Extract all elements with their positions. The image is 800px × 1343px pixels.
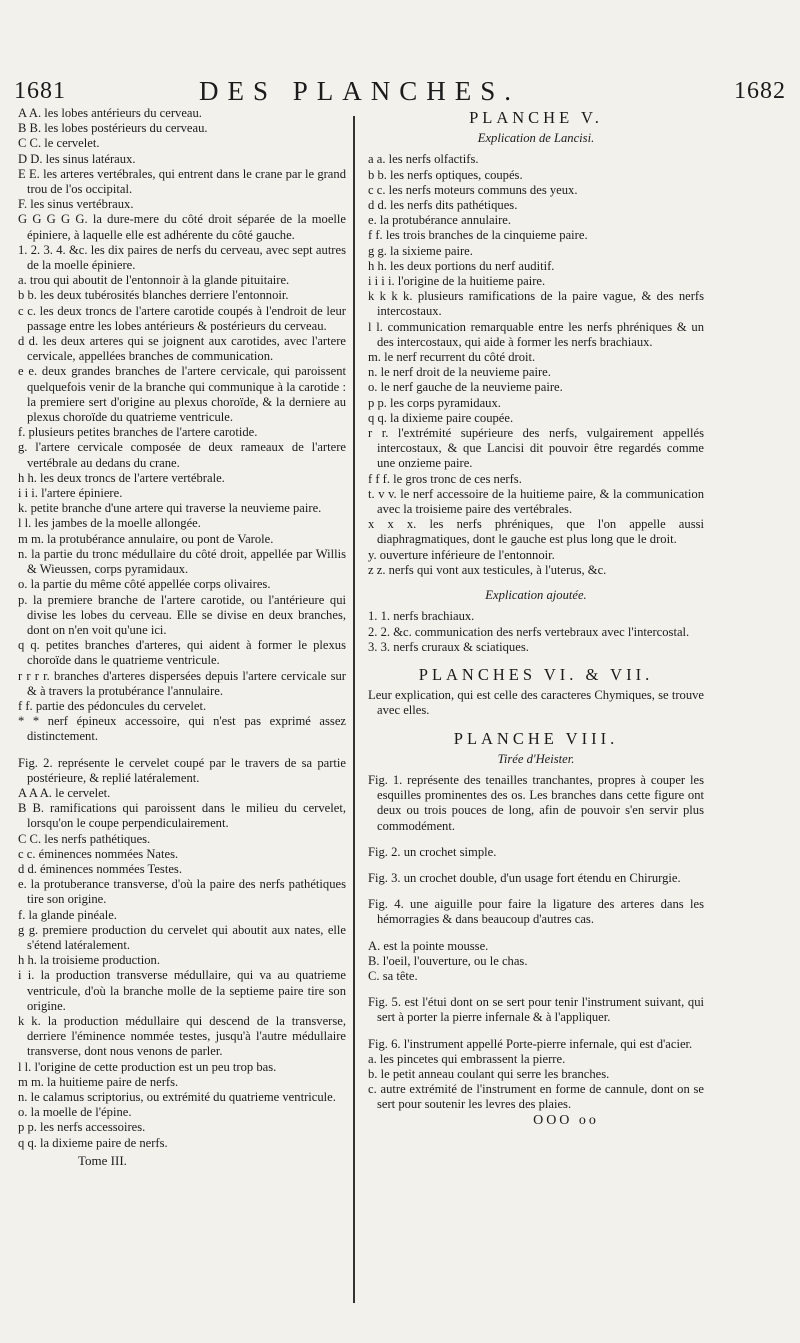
plate8-subtitle: Tirée d'Heister. — [497, 751, 575, 766]
legend-entry: * * nerf épineux accessoire, qui n'est pas exprimé assez distinctement. — [18, 714, 346, 744]
legend-entry: h h. la troisieme production. — [18, 953, 160, 968]
legend-entry: a a. les nerfs olfactifs. — [368, 152, 479, 167]
legend-entry: m m. la protubérance annulaire, ou pont de Varole. — [18, 531, 274, 546]
legend-entry: B B. ramifications qui paroissent dans le milieu du cervelet, lorsqu'on le coupe perpendiculairement. — [18, 801, 346, 831]
plate8-title: PLANCHE VIII. — [453, 728, 619, 748]
legend-entry: c c. les nerfs moteurs communs des yeux. — [368, 182, 578, 197]
legend-entry: m. le nerf recurrent du côté droit. — [368, 350, 536, 365]
legend-entry: Fig. 2. un crochet simple. — [368, 844, 497, 859]
legend-entry: a. trou qui aboutit de l'entonnoir à la glande pituitaire. — [18, 273, 290, 288]
legend-entry: r r. l'extrémité supérieure des nerfs, vulgairement appellés intercostaux, & que Lancisi dit pouvoir être regardés comme une onzieme paire. — [368, 426, 704, 471]
legend-entry: g. l'artere cervicale composée de deux rameaux de l'artere vertébrale au dedans du crane. — [18, 440, 346, 470]
legend-entry: c c. les deux troncs de l'artere carotide coupés à l'endroit de leur passage entre les lobes antérieurs & postérieurs du cerveau. — [18, 303, 346, 333]
legend-entry: f. la glande pinéale. — [18, 907, 117, 922]
legend-entry: n. le calamus scriptorius, ou extrémité du quatrieme ventricule. — [18, 1090, 336, 1104]
plate4-legend — [18, 106, 346, 745]
legend-entry: 1. 1. nerfs brachiaux. — [368, 609, 475, 624]
legend-entry: y. ouverture inférieure de l'entonnoir. — [368, 547, 555, 562]
fig4-legend — [368, 939, 704, 985]
legend-entry: 1. 2. 3. 4. &c. les dix paires de nerfs du cerveau, avec sept autres de la moelle épiniere. — [18, 242, 346, 273]
legend-entry: q q. petites branches d'arteres, qui aident à former le plexus choroïde dans le quatrieme ventricule. — [18, 638, 346, 668]
legend-entry: b b. les deux tubérosités blanches derriere l'entonnoir. — [18, 288, 289, 303]
legend-entry: f f. partie des pédoncules du cervelet. — [18, 698, 207, 713]
legend-entry: o. la moelle de l'épine. — [18, 1105, 132, 1120]
fig6-text: Fig. 6. l'instrument appellé Porte-pierre infernale, qui est d'acier. — [368, 1036, 693, 1051]
legend-entry: e. la protuberance transverse, d'où la paire des nerfs pathétiques tire son origine. — [18, 877, 346, 907]
legend-entry: t. v v. le nerf accessoire de la huitieme paire, & la communication avec la troisieme paire des vertébrales. — [368, 486, 704, 517]
signature-mark: OOO oo — [533, 1112, 599, 1128]
legend-entry: C C. les nerfs pathétiques. — [18, 831, 151, 846]
legend-entry: f f. les trois branches de la cinquieme paire. — [368, 228, 588, 243]
legend-entry: Fig. 4. une aiguille pour faire la ligature des arteres dans les hémorragies & dans beaucoup d'autres cas. — [368, 897, 704, 927]
legend-entry: x x x. les nerfs phréniques, que l'on appelle aussi diaphragmatiques, dont le gauche est plus long que le droit. — [368, 517, 704, 547]
fig2-legend — [18, 756, 346, 1151]
legend-entry: b b. les nerfs optiques, coupés. — [368, 167, 523, 182]
legend-entry: o. le nerf gauche de la neuvieme paire. — [368, 380, 563, 395]
legend-entry: g g. la sixieme paire. — [368, 243, 473, 258]
legend-entry: F. les sinus vertébraux. — [18, 197, 134, 212]
legend-entry: k k k k. plusieurs ramifications de la paire vague, & des nerfs intercostaux. — [368, 289, 704, 319]
legend-entry: C C. le cervelet. — [18, 136, 100, 151]
legend-entry: e. la protubérance annulaire. — [368, 213, 512, 228]
legend-entry: h h. les deux troncs de l'artere vertébrale. — [18, 470, 225, 485]
legend-entry: c c. éminences nommées Nates. — [18, 846, 179, 861]
plate8-legend — [368, 773, 704, 928]
legend-entry: i i i i. l'origine de la huitieme paire. — [368, 274, 546, 289]
legend-entry: C. sa tête. — [368, 968, 418, 983]
legend-entry: p. la premiere branche de l'artere carotide, ou l'antérieure qui divise les lobes du cerveau. Elle se divise en deux branches, dont on n'en voit qu'une ici. — [18, 592, 346, 637]
left-column — [18, 106, 346, 1168]
running-title: DES PLANCHES. — [199, 76, 521, 106]
legend-entry: e e. deux grandes branches de l'artere cervicale, qui paroissent quelquefois venir de la branche qui communique à la carotide : la premiere sert d'origine au plexus choroïde, & la derniere au plexus choroïde du quatrieme ventricule. — [18, 364, 346, 425]
legend-entry: D D. les sinus latéraux. — [18, 151, 136, 166]
right-column — [368, 106, 704, 1128]
legend-entry: z z. nerfs qui vont aux testicules, à l'uterus, &c. — [368, 562, 607, 577]
legend-entry: 2. 2. &c. communication des nerfs vertebraux avec l'intercostal. — [368, 624, 690, 639]
legend-entry: k. petite branche d'une artere qui traverse la neuvieme paire. — [18, 501, 322, 516]
legend-entry: A A. les lobes antérieurs du cerveau. — [18, 106, 202, 120]
legend-entry: Fig. 3. un crochet double, d'un usage fort étendu en Chirurgie. — [368, 870, 681, 885]
legend-entry: o. la partie du même côté appellée corps olivaires. — [18, 577, 271, 592]
plate5-subtitle: Explication de Lancisi. — [477, 131, 595, 146]
legend-entry: Fig. 1. représente des tenailles tranchantes, propres à couper les esquilles prominentes des os. Les branches dans cette figure ont deux ou trois pouces de long, afin de pouvoir s'en servir plus commodément. — [368, 772, 704, 833]
legend-entry: b. le petit anneau coulant qui serre les branches. — [368, 1066, 610, 1081]
legend-entry: l l. communication remarquable entre les nerfs phréniques & un des intercostaux, qui aide à former les nerfs brachiaux. — [368, 319, 704, 349]
legend-entry: k k. la production médullaire qui descend de la transverse, derriere l'éminence nommée testes, jusqu'à l'autre médullaire transverse, dont nous venons de parler. — [18, 1013, 346, 1059]
legend-entry: c. autre extrémité de l'instrument en forme de cannule, dont on se sert pour soutenir les levres des plaies. — [368, 1082, 704, 1112]
legend-entry: B. l'oeil, l'ouverture, ou le chas. — [368, 953, 528, 968]
legend-entry: G G G G G. la dure-mere du côté droit séparée de la moelle épiniere, à laquelle elle est adhérente du côté gauche. — [18, 212, 346, 242]
legend-entry: p p. les nerfs accessoires. — [18, 1120, 146, 1135]
fig6-legend — [368, 1052, 704, 1113]
legend-entry: n. la partie du tronc médullaire du côté droit, appellée par Willis & Wieussen, corps pyramidaux. — [18, 546, 346, 577]
legend-entry: h h. les deux portions du nerf auditif. — [368, 258, 555, 273]
legend-entry: l l. l'origine de cette production est un peu trop bas. — [18, 1059, 277, 1074]
legend-entry: f. plusieurs petites branches de l'artere carotide. — [18, 425, 258, 440]
plates67-title: PLANCHES VI. & VII. — [418, 664, 654, 684]
left-page-number: 1681 — [14, 78, 66, 104]
added-subtitle: Explication ajoutée. — [485, 588, 587, 603]
volume-footer: Tome III. — [78, 1152, 127, 1168]
legend-entry: n. le nerf droit de la neuvieme paire. — [368, 365, 551, 380]
plates67-text: Leur explication, qui est celle des caracteres Chymiques, se trouve avec elles. — [368, 688, 704, 718]
added-legend — [368, 609, 704, 655]
column-divider — [353, 116, 355, 1303]
legend-entry: E E. les arteres vertébrales, qui entrent dans le crane par le grand trou de l'os occipital. — [18, 166, 346, 197]
legend-entry: g g. premiere production du cervelet qui aboutit aux nates, elle s'étend latéralement. — [18, 922, 346, 952]
legend-entry: r r r r. branches d'arteres dispersées depuis l'artere cervicale sur & à travers la protubérance l'annulaire. — [18, 668, 346, 698]
plate5-title: PLANCHE V. — [469, 108, 603, 127]
legend-entry: 3. 3. nerfs cruraux & sciatiques. — [368, 639, 529, 654]
legend-entry: B B. les lobes postérieurs du cerveau. — [18, 121, 208, 136]
legend-entry: q q. la dixieme paire de nerfs. — [18, 1135, 168, 1150]
legend-entry: a. les pincetes qui embrassent la pierre. — [368, 1051, 566, 1066]
plate5-legend — [368, 152, 704, 578]
legend-entry: q q. la dixieme paire coupée. — [368, 410, 514, 425]
legend-entry: A. est la pointe mousse. — [368, 938, 489, 953]
legend-entry: p p. les corps pyramidaux. — [368, 395, 501, 410]
right-page-number: 1682 — [734, 78, 786, 104]
fig5-text: Fig. 5. est l'étui dont on se sert pour tenir l'instrument suivant, qui sert à porter la pierre infernale & à l'appliquer. — [368, 995, 704, 1025]
legend-entry: d d. les deux arteres qui se joignent aux carotides, avec l'artere cervicale, appellées branches de communication. — [18, 334, 346, 364]
legend-entry: l l. les jambes de la moelle allongée. — [18, 516, 201, 531]
legend-entry: i i i. l'artere épiniere. — [18, 486, 123, 501]
legend-entry: m m. la huitieme paire de nerfs. — [18, 1074, 179, 1089]
legend-entry: d d. les nerfs dits pathétiques. — [368, 198, 518, 213]
legend-entry: i i. la production transverse médullaire, qui va au quatrieme ventricule, d'où la branche molle de la septieme paire tire son origine. — [18, 968, 346, 1013]
legend-entry: d d. éminences nommées Testes. — [18, 861, 182, 876]
legend-entry: f f f. le gros tronc de ces nerfs. — [368, 471, 522, 486]
legend-entry: A A A. le cervelet. — [18, 785, 111, 800]
legend-entry: Fig. 2. représente le cervelet coupé par le travers de sa partie postérieure, & replié latéralement. — [18, 755, 346, 785]
